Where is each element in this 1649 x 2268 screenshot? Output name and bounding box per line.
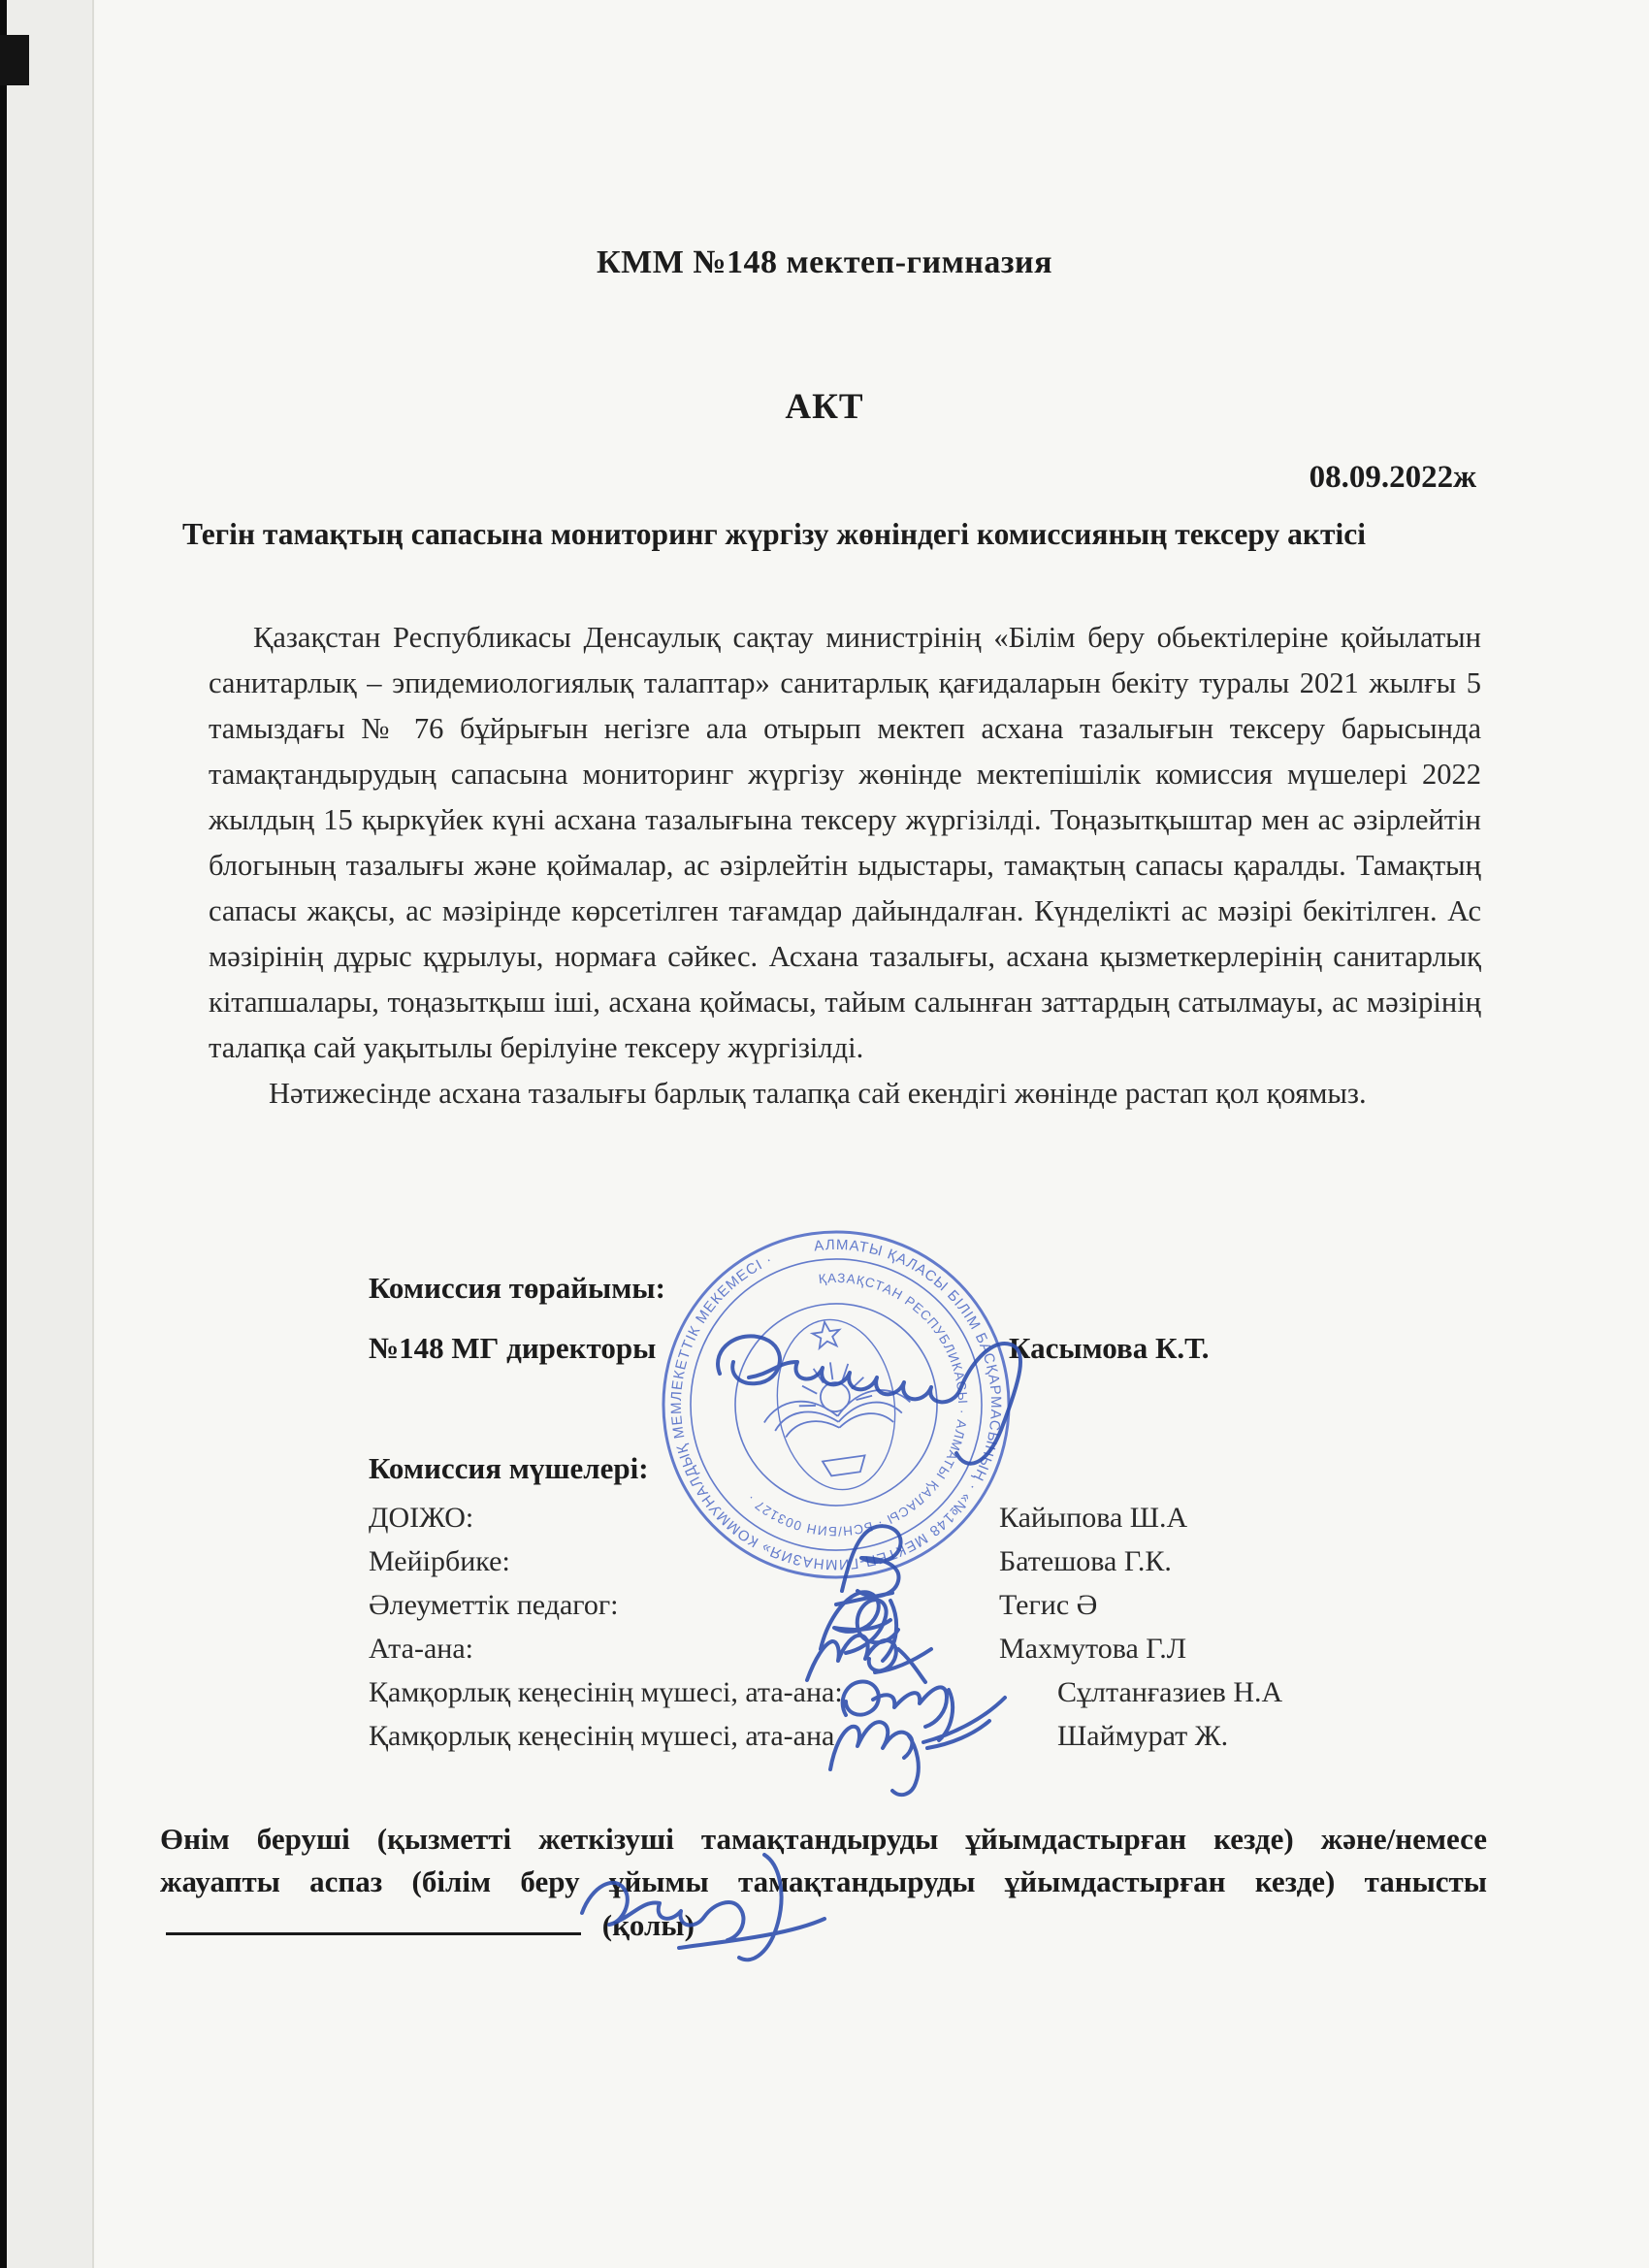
document-heading: Тегін тамақтың сапасына мониторинг жүргізу жөніндегі комиссияның тексеру актісі [182, 517, 1366, 551]
document-type-title: АКТ [785, 387, 864, 427]
signature-hint: (қолы) [601, 1908, 695, 1942]
member-name: Тегис Ә [999, 1589, 1098, 1621]
footer-text: Өнім беруші (қызметті жеткізуші тамақтандыруды ұйымдастырған кезде) және/немесе жауапты аспаз (білім беру ұйымы тамақтандыруды ұйымдастырған кезде) танысты [160, 1822, 1487, 1898]
member-role: ДОІЖО: [369, 1502, 474, 1534]
wings-icon [762, 1386, 913, 1441]
member-role: Қамқорлық кеңесінің мүшесі, ата-ана [369, 1720, 835, 1752]
member-name: Сұлтанғазиев Н.А [1057, 1676, 1283, 1708]
scan-corner-mark [0, 35, 29, 85]
commission-chair-row [369, 1331, 1436, 1366]
member-name: Батешова Г.К. [999, 1545, 1172, 1577]
supplier-acknowledgement-paragraph [160, 1818, 1487, 1947]
scan-edge-line [92, 0, 94, 2268]
member-role: Әлеуметтік педагог: [369, 1589, 619, 1621]
member-row [369, 1589, 1474, 1633]
member-name: Кайыпова Ш.А [999, 1502, 1188, 1534]
stamp-banner [823, 1455, 867, 1476]
scan-edge-strip [0, 0, 7, 2268]
member-name: Махмутова Г.Л [999, 1633, 1187, 1665]
organization-title: КММ №148 мектеп-гимназия [597, 244, 1052, 280]
member-name: Шаймурат Ж. [1057, 1720, 1229, 1752]
member-row [369, 1676, 1474, 1720]
body-paragraph-1: Қазақстан Республикасы Денсаулық сақтау министрінің «Білім беру обьектілеріне қойылатын санитарлық – эпидемиологиялық талаптар» санитарлық қағидаларын бекіту туралы 2021 жылғы 5 тамыздағы № 76 бұйрығын негізге ала отырып мектеп асхана тазалығын тексеру барысында тамақтандырудың сапасына мониторинг жүргізу жөнінде мектепішілік комиссия мүшелері 2022 жылдың 15 қыркүйек күні асхана тазалығына тексеру жүргізілді. Тоңазытқыштар мен ас әзірлейтін блогының тазалығы және қоймалар, ас әзірлейтін ыдыстары, тамақтың сапасы қаралды. Тамақтың сапасы жақсы, ас мәзірінде көрсетілген тағамдар дайындалған. Күнделікті ас мәзірі бекітілген. Ас мәзірінің дұрыс құрылуы, нормаға сәйкес. Асхана тазалығы, асхана қызметкерлерінің санитарлық кітапшалары, тоңазытқыш іші, асхана қоймасы, тайым салынған заттардың сатылмауы, ас мәзірінің талапқа сай уақытылы берілуіне тексеру жүргізілді. [209, 621, 1481, 1064]
chair-role: №148 МГ директоры [369, 1331, 657, 1365]
commission-chair-label: Комиссия төрайымы: [369, 1271, 665, 1305]
signature-blank-line [166, 1903, 581, 1935]
chair-name: Касымова К.Т. [1009, 1331, 1210, 1365]
stamp-outer-ring-text: АЛМАТЫ ҚАЛАСЫ БІЛІМ БАСҚАРМАСЫНЫҢ · «№148 МЕКТЕП-ГИМНАЗИЯ» КОММУНАЛДЫҚ МЕМЛЕКЕТТІК МЕКЕМЕСІ · [667, 1236, 1005, 1573]
commission-members-label: Комиссия мүшелері: [369, 1451, 649, 1485]
member-role: Ата-ана: [369, 1633, 473, 1665]
member-role: Мейірбике: [369, 1545, 510, 1577]
member-row [369, 1502, 1474, 1545]
document-date: 08.09.2022ж [1309, 460, 1476, 495]
member-row [369, 1545, 1474, 1589]
member-row [369, 1633, 1474, 1676]
body-paragraph-2: Нәтижесінде асхана тазалығы барлық талапқа сай екендігі жөнінде растап қол қоямыз. [269, 1077, 1367, 1110]
member-row [369, 1720, 1474, 1764]
stamp-inner-ring-text: ҚАЗАҚСТАН РЕСПУБЛИКАСЫ · АЛМАТЫ ҚАЛАСЫ · БСН/БИН 003127 · [743, 1270, 971, 1539]
document-body [209, 615, 1481, 1117]
commission-members-list [369, 1502, 1474, 1764]
scan-edge-shadow [7, 0, 92, 2268]
member-role: Қамқорлық кеңесінің мүшесі, ата-ана: [369, 1676, 843, 1708]
